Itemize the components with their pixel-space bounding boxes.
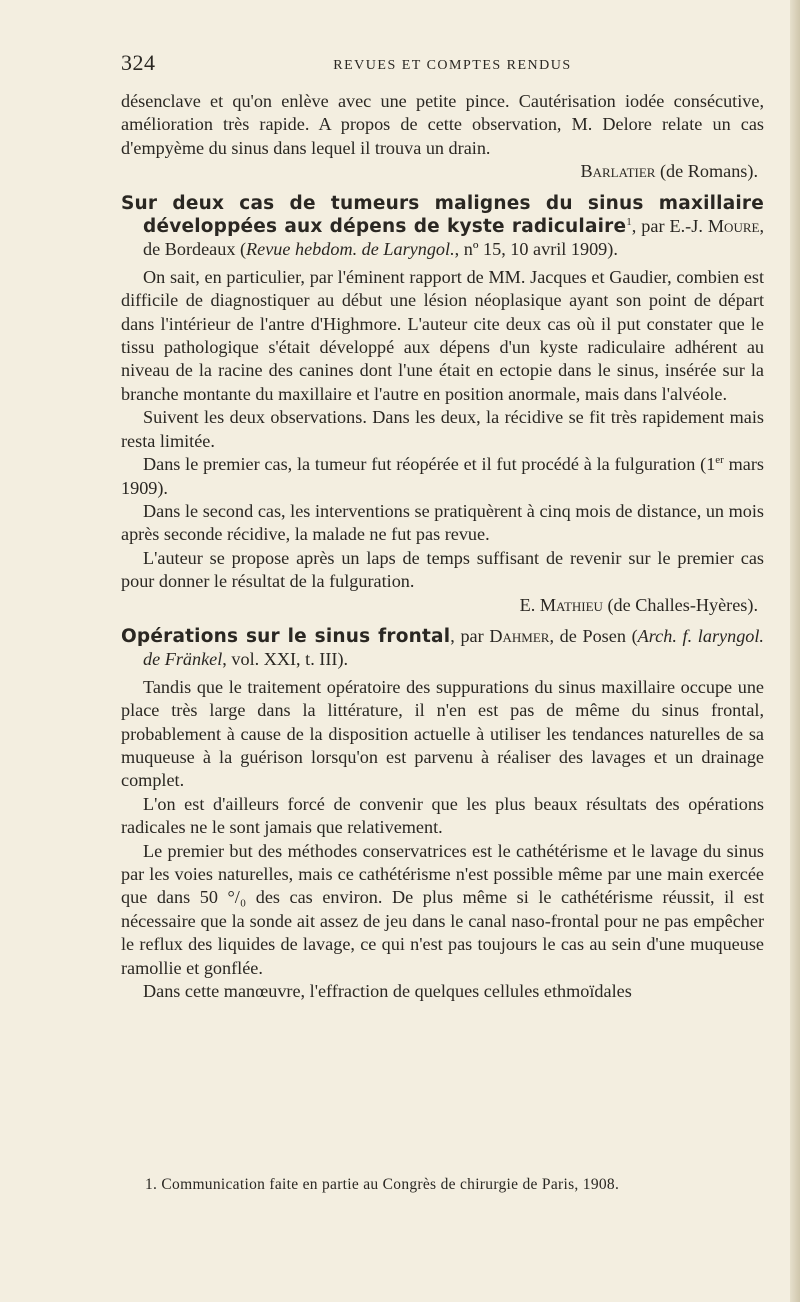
signature-place: (de Challes-Hyères).: [602, 594, 758, 615]
article1-by: , par E.-J.: [631, 216, 708, 237]
article2-citation: [121, 625, 764, 672]
signature-name: Mathieu: [539, 594, 603, 615]
intro-paragraph: désenclave et qu'on enlève avec une petite pince. Cautérisation iodée consécutive, amélioration très rapide. A propos de cette observation, M. Delore relate un cas d'empyème du sinus dans lequel il trouva un drain.: [121, 91, 764, 158]
article1-journal: Revue hebdom. de Laryngol.: [246, 239, 455, 260]
footnote: 1. Communication faite en partie au Congrès de chirurgie de Paris, 1908.: [145, 1176, 620, 1193]
article1-from: , de Bordeaux (: [143, 216, 764, 260]
signature-name: Barlatier: [580, 161, 656, 182]
p3-after: mars 1909).: [121, 454, 764, 498]
intro-signature: [121, 160, 764, 183]
article1-issue: , nº 15, 10 avril 1909).: [454, 239, 618, 260]
article2-journal: Arch. f. laryngol. de Fränkel: [143, 625, 764, 670]
article2-by: , par: [450, 625, 490, 646]
running-head: REVUES ET COMPTES RENDUS: [333, 58, 572, 73]
article1-paragraph-3: [121, 453, 764, 500]
article1-paragraph-2: Suivent les deux observations. Dans les deux, la récidive se fit très rapidement mais resta limitée.: [121, 407, 764, 451]
article2-paragraph-1: Tandis que le traitement opératoire des suppurations du sinus maxillaire occupe une place très large dans la littérature, il n'en est pas de même du sinus frontal, probablement à cause de la disposition actuelle à utiliser les tendances naturelles de sa muqueuse à la guérison lorsqu'on est parvenu à réaliser des lavages et un drainage complet.: [121, 676, 764, 791]
signature-place: (de Romans).: [655, 161, 758, 182]
journal-page: [121, 50, 764, 1003]
article1-paragraph-1: On sait, en particulier, par l'éminent rapport de MM. Jacques et Gaudier, combien est difficile de diagnostiquer au début une lésion néoplasique ayant son point de départ dans l'intérieur de l'antre d'Highmore. L'auteur cite deux cas où il put constater que le tissu pathologique s'était développé aux dépens d'un kyste radiculaire adhérent au niveau de la racine des canines dont l'une était en ectopie dans le sinus, insérée sur la branche montante du maxillaire et l'autre en position anormale, mais dans l'alvéole.: [121, 266, 764, 404]
article1-citation: [121, 192, 764, 262]
page-edge-shadow: [790, 0, 800, 1302]
page-header: [121, 50, 764, 90]
p3-sup: er: [715, 454, 724, 467]
article1-title: Sur deux cas de tumeurs malignes du sinus maxillaire développées aux dépens de kyste radiculaire: [121, 192, 764, 238]
article2-paragraph-3: Le premier but des méthodes conservatrices est le cathétérisme et le lavage du sinus par les voies naturelles, mais ce cathétérisme n'est possible même par une main exercée que dans 50 °/₀ des cas environ. De plus même si le cathétérisme réussit, il est nécessaire que la sonde ait assez de jeu dans le canal naso-frontal pour ne pas empêcher le reflux des liquides de lavage, ce qui n'est pas toujours le cas au sein d'une muqueuse ramollie et gonflée.: [121, 840, 764, 978]
article2-title: Opérations sur le sinus frontal: [121, 625, 451, 647]
article1-author: Moure: [707, 216, 760, 237]
footnote-ref: 1: [626, 215, 632, 228]
signature-prefix: E.: [519, 594, 540, 615]
article1-paragraph-4: Dans le second cas, les interventions se pratiquèrent à cinq mois de distance, un mois après seconde récidive, la malade ne fut pas revue.: [121, 500, 764, 545]
article2-author: Dahmer: [489, 625, 550, 646]
article2-from: , de Posen (: [549, 625, 638, 646]
article2-heading: [121, 625, 764, 672]
article1-signature: [121, 594, 764, 617]
article2-issue: , vol. XXI, t. III).: [222, 649, 349, 670]
article2-paragraph-4: Dans cette manœuvre, l'effraction de quelques cellules ethmoïdales: [143, 981, 632, 1002]
article2-paragraph-2: L'on est d'ailleurs forcé de convenir que les plus beaux résultats des opérations radicales ne le sont jamais que relativement.: [121, 793, 764, 838]
article1-heading: [121, 192, 764, 262]
page-number: 324: [121, 50, 156, 75]
article1-paragraph-5: L'auteur se propose après un laps de temps suffisant de revenir sur le premier cas pour donner le résultat de la fulguration.: [121, 547, 764, 592]
p3-before: Dans le premier cas, la tumeur fut réopérée et il fut procédé à la fulguration (1: [143, 454, 716, 475]
